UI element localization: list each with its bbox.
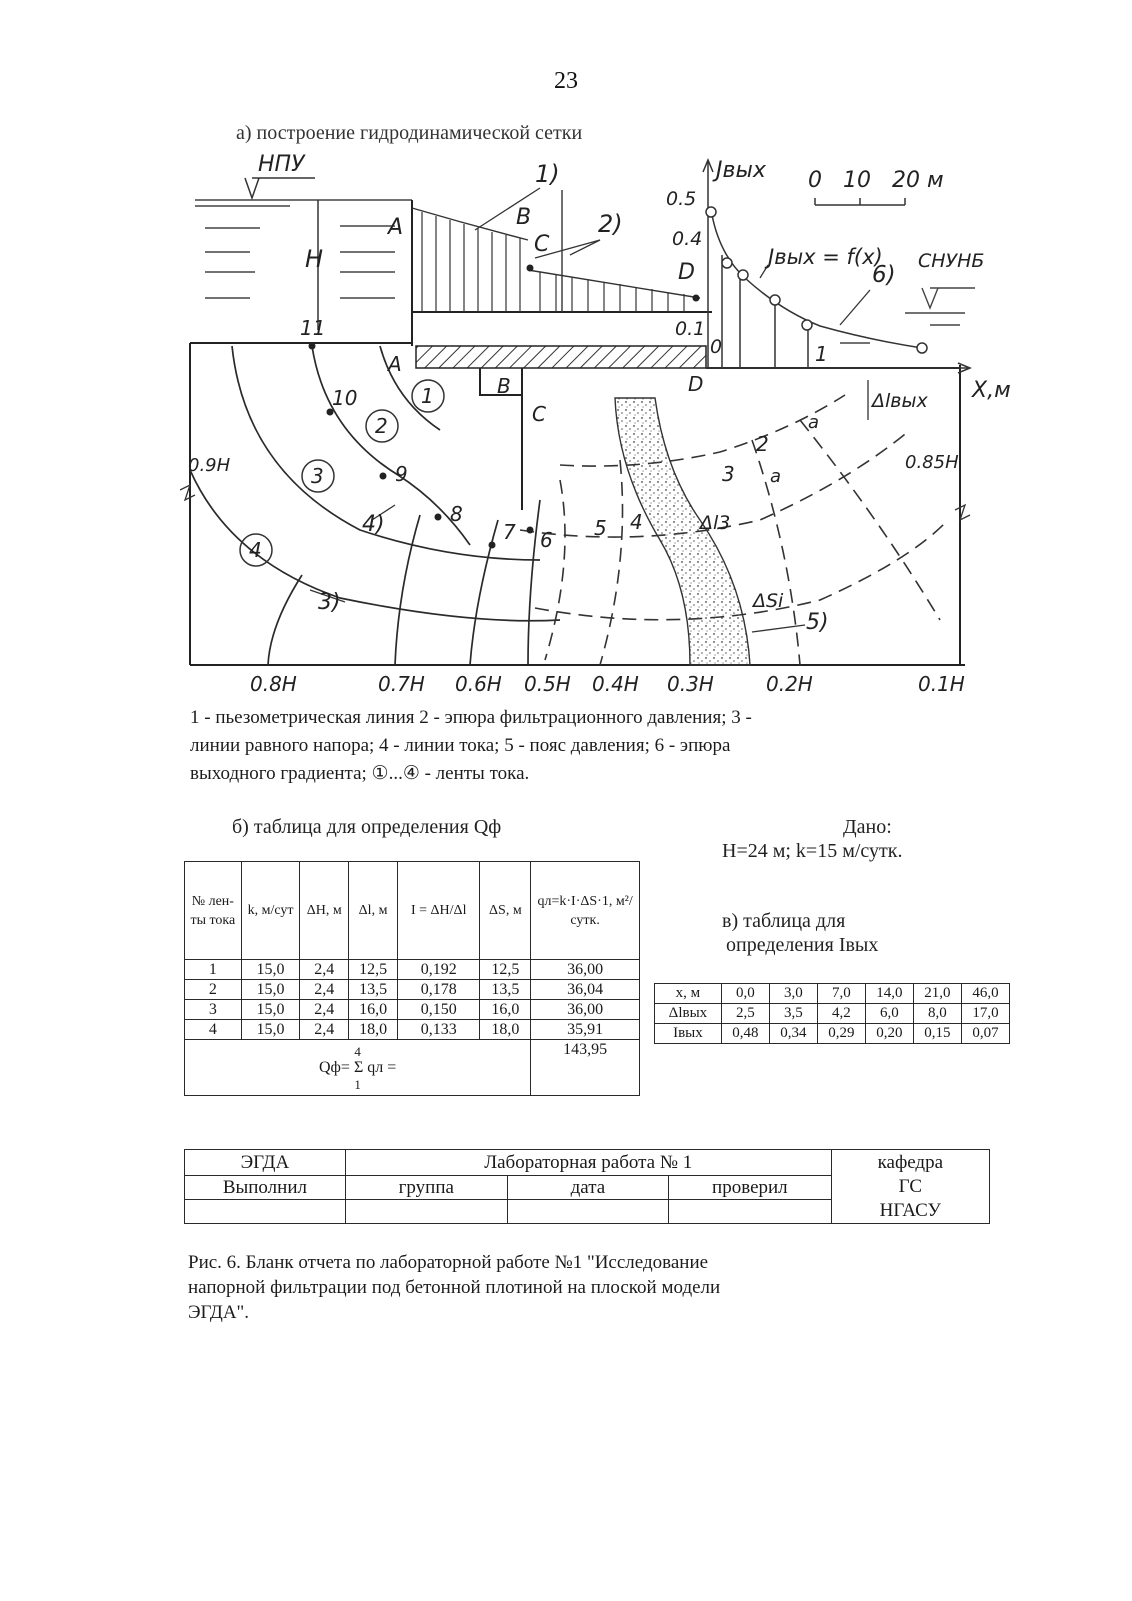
cell: 8,0 (913, 1004, 961, 1024)
caption-line-2: напорной фильтрации под бетонной плотиной на плоской модели (188, 1277, 721, 1298)
cell: 0,29 (817, 1024, 865, 1044)
stamp-gruppa: группа (345, 1176, 507, 1200)
point-c-top: C (534, 232, 550, 257)
figure-a-title: а) построение гидродинамической сетки (236, 122, 583, 144)
table-b (184, 861, 640, 1096)
cell: 0,15 (913, 1024, 961, 1044)
table-v-title-1: в) таблица для (722, 910, 846, 932)
cell: 3,0 (769, 984, 817, 1004)
tube-3: 3 (311, 464, 324, 488)
label-09h: 0.9H (188, 455, 231, 476)
sum-lower: 1 (354, 1076, 361, 1092)
npu-label: НПУ (258, 152, 305, 177)
node-8: 8 (450, 502, 463, 526)
th-q: qл=k·I·ΔS·1, м²/сутк. (531, 862, 640, 960)
cell: 2,4 (300, 960, 349, 980)
dsi-label: ΔSi (753, 590, 784, 612)
dlvyx-label: Δlвых (872, 390, 928, 412)
node-9: 9 (395, 462, 408, 486)
cell: 0,192 (397, 960, 480, 980)
h-label: H (305, 245, 324, 273)
node-2: 2 (756, 432, 769, 456)
cell: x, м (655, 984, 722, 1004)
figure-a-legend (190, 704, 970, 788)
stamp-dept (831, 1150, 989, 1224)
point-b: B (497, 374, 511, 398)
legend-line-3: выходного градиента; ①...④ - ленты тока. (190, 763, 530, 784)
stamp-empty (507, 1200, 668, 1224)
dam-foundation-hatched (416, 346, 706, 368)
table-v-title-2: определения Iвых (726, 934, 879, 956)
curve3-label: 3) (318, 590, 341, 615)
bottom-tick-03h: 0.3H (667, 672, 714, 696)
node-6: 6 (540, 528, 553, 552)
table-row (655, 1024, 1010, 1044)
break-lines (180, 485, 970, 520)
point-b-top: B (516, 205, 532, 230)
cell: 16,0 (480, 1000, 531, 1020)
stamp-gs: ГС (898, 1175, 923, 1197)
stamp-egda: ЭГДА (185, 1150, 346, 1176)
cell: 35,91 (531, 1020, 640, 1040)
cell: 6,0 (865, 1004, 913, 1024)
point-a: A (388, 352, 402, 376)
cell: 7,0 (817, 984, 865, 1004)
cell: 15,0 (241, 960, 300, 980)
func-label: Jвых = f(x) (768, 245, 883, 269)
y-tick-05: 0.5 (666, 188, 697, 210)
cell: 13,5 (349, 980, 398, 1000)
cell: 1 (185, 960, 242, 980)
cell: 0,48 (721, 1024, 769, 1044)
node-1: 1 (815, 342, 828, 366)
sum-upper: 4 (354, 1043, 361, 1059)
node-3: 3 (722, 462, 735, 486)
table-row (185, 1020, 640, 1040)
curve2-label: 2) (598, 210, 623, 238)
scale-label: 0 10 20 м (808, 168, 944, 193)
label-085h: 0.85H (905, 452, 959, 473)
cell: 0,34 (769, 1024, 817, 1044)
cell: 18,0 (349, 1020, 398, 1040)
th-k: k, м/сут (241, 862, 300, 960)
cell: 2 (185, 980, 242, 1000)
sum-row (185, 1040, 640, 1096)
sum-value: 143,95 (531, 1040, 640, 1096)
caption-line-1: Рис. 6. Бланк отчета по лабораторной работе №1 "Исследование (188, 1252, 709, 1273)
cell: 14,0 (865, 984, 913, 1004)
cell: 21,0 (913, 984, 961, 1004)
point-d: D (688, 372, 704, 396)
bottom-tick-06h: 0.6H (455, 672, 502, 696)
legend-line-1: 1 - пьезометрическая линия 2 - эпюра фильтрационного давления; 3 - (190, 707, 752, 728)
table-v (654, 983, 1010, 1044)
dl3-label: Δl3 (700, 512, 731, 534)
title-block (184, 1149, 990, 1224)
given-values: H=24 м; k=15 м/сутк. (722, 840, 903, 862)
cell: 36,00 (531, 1000, 640, 1020)
cell: 18,0 (480, 1020, 531, 1040)
cell: 4,2 (817, 1004, 865, 1024)
cell: 36,04 (531, 980, 640, 1000)
cell: 3 (185, 1000, 242, 1020)
cell: 0,150 (397, 1000, 480, 1020)
cell: 46,0 (961, 984, 1009, 1004)
bottom-tick-05h: 0.5H (524, 672, 571, 696)
cell: 15,0 (241, 980, 300, 1000)
cell: 36,00 (531, 960, 640, 980)
th-dl: Δl, м (349, 862, 398, 960)
cell: 0,133 (397, 1020, 480, 1040)
cell: 3,5 (769, 1004, 817, 1024)
table-b-title: б) таблица для определения Qф (232, 816, 502, 838)
page-number: 23 (554, 68, 578, 94)
y-tick-04: 0.4 (672, 228, 703, 250)
table-row (655, 1004, 1010, 1024)
curve1-label: 1) (535, 160, 560, 188)
figure-caption (188, 1250, 948, 1325)
stamp-data: дата (507, 1176, 668, 1200)
cell: 0,0 (721, 984, 769, 1004)
node-7: 7 (503, 520, 516, 544)
node-10: 10 (332, 386, 358, 410)
bottom-tick-02h: 0.2H (766, 672, 813, 696)
curve6-label: 6) (872, 262, 896, 288)
stamp-proveril: проверил (669, 1176, 832, 1200)
cell: 12,5 (480, 960, 531, 980)
cell: Δlвых (655, 1004, 722, 1024)
point-c: C (532, 402, 546, 426)
stamp-empty (185, 1200, 346, 1224)
cell: 16,0 (349, 1000, 398, 1020)
node-4: 4 (630, 510, 643, 534)
stamp-vypolnil: Выполнил (185, 1176, 346, 1200)
cell: Iвых (655, 1024, 722, 1044)
th-dh: ΔH, м (300, 862, 349, 960)
tube-1: 1 (421, 384, 434, 408)
stamp-lab: Лабораторная работа № 1 (345, 1150, 831, 1176)
pressure-arrows (422, 212, 684, 312)
th-tube-number: № лен-ты тока (185, 862, 242, 960)
cell: 15,0 (241, 1020, 300, 1040)
snunb-label: СНУНБ (918, 250, 985, 272)
tube-4: 4 (249, 538, 262, 562)
cell: 0,20 (865, 1024, 913, 1044)
a-label-2: a (770, 466, 782, 487)
npu-marker (245, 178, 315, 198)
cell: 0,07 (961, 1024, 1009, 1044)
legend-line-2: линии равного напора; 4 - линии тока; 5 - пояс давления; 6 - эпюра (190, 735, 731, 756)
th-i: I = ΔH/Δl (397, 862, 480, 960)
caption-line-3: ЭГДА". (188, 1302, 250, 1323)
cell: 13,5 (480, 980, 531, 1000)
cell: 17,0 (961, 1004, 1009, 1024)
node-5: 5 (594, 516, 607, 540)
sum-label: Qф= Σ qл = (319, 1058, 397, 1076)
cell: 2,5 (721, 1004, 769, 1024)
stamp-empty (345, 1200, 507, 1224)
curve4-label: 4) (362, 512, 385, 537)
x-axis-label: X,м (972, 378, 1011, 403)
x-axis (706, 363, 970, 373)
stamp-kafedra: кафедра (877, 1151, 944, 1173)
cell: 2,4 (300, 1020, 349, 1040)
scale-bar (815, 198, 905, 205)
table-row (185, 960, 640, 980)
sum-formula-cell (185, 1040, 531, 1096)
j-axis-label: Jвых (716, 158, 766, 183)
bottom-tick-08h: 0.8H (250, 672, 297, 696)
stamp-empty (669, 1200, 832, 1224)
table-row (655, 984, 1010, 1004)
table-row (185, 980, 640, 1000)
cell: 12,5 (349, 960, 398, 980)
cell: 2,4 (300, 1000, 349, 1020)
tailwater (840, 288, 975, 343)
upstream-water (195, 200, 412, 298)
bottom-tick-07h: 0.7H (378, 672, 425, 696)
y-tick-0: 0 (710, 336, 723, 358)
bottom-tick-01h: 0.1H (918, 672, 965, 696)
y-tick-01: 0.1 (675, 318, 706, 340)
stamp-ngasu: НГАСУ (879, 1199, 941, 1221)
th-ds: ΔS, м (480, 862, 531, 960)
table-row (185, 1000, 640, 1020)
node-11: 11 (300, 316, 326, 340)
tube-2: 2 (375, 414, 388, 438)
cell: 0,178 (397, 980, 480, 1000)
curve5-label: 5) (806, 610, 829, 635)
given-title: Дано: (843, 816, 892, 838)
bottom-tick-04h: 0.4H (592, 672, 639, 696)
a-label-1: a (808, 412, 820, 433)
cell: 15,0 (241, 1000, 300, 1020)
cell: 4 (185, 1020, 242, 1040)
cell: 2,4 (300, 980, 349, 1000)
point-a-top: A (388, 215, 404, 240)
point-d-top: D (678, 260, 695, 285)
